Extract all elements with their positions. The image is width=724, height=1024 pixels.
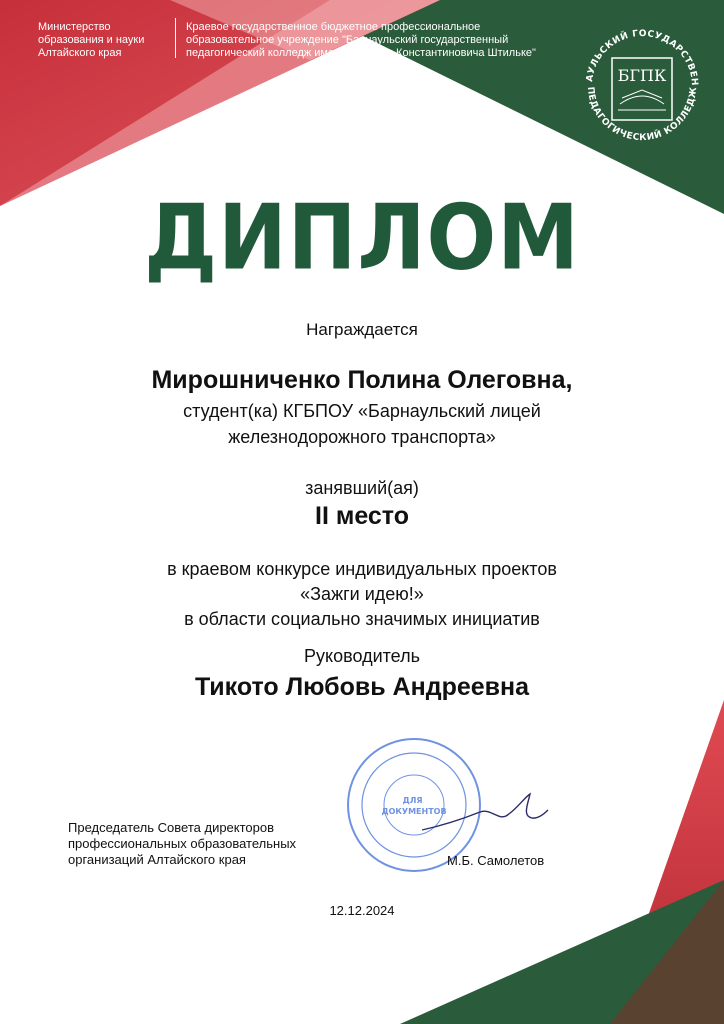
signature [420, 790, 550, 840]
mentor-name: Тикото Любовь Андреевна [194, 673, 530, 701]
recipient-info: студент(ка) КГБПОУ «Барнаульский лицей железнодорожного транспорта» [183, 401, 541, 447]
svg-text:ПЕДАГОГИЧЕСКИЙ КОЛЛЕДЖ: ПЕДАГОГИЧЕСКИЙ КОЛЛЕДЖ [584, 86, 700, 144]
chair-title: Председатель Совета директоров профессиональных образовательных организаций Алтайского края [68, 820, 297, 867]
issue-date: 12.12.2024 [329, 903, 395, 918]
signer-name: М.Б. Самолетов [447, 853, 545, 868]
diploma-title: ДИПЛОМ [144, 186, 580, 291]
recipient-name: Мирошниченко Полина Олеговна, [151, 366, 573, 394]
awarded-label: Награждается [306, 320, 418, 339]
mentor-label: Руководитель [304, 646, 420, 666]
institution-name: Краевое государственное бюджетное профессиональное образовательное учреждение "Барнаульский государственный педагогический колледж имени Василия Константиновича Штильке" [186, 21, 536, 59]
contest-description: в краевом конкурсе индивидуальных проектов «Зажги идею!» в области социально значимых инициатив [167, 559, 557, 629]
logo-abbr: БГПК [617, 66, 667, 85]
stamp-text: ДЛЯ ДОКУМЕНТОВ [381, 796, 447, 816]
place-awarded: II место [315, 502, 409, 530]
ministry-name: Министерство образования и науки Алтайского края [38, 21, 145, 59]
college-logo [574, 18, 710, 154]
header-divider [175, 18, 176, 58]
took-label: занявший(ая) [305, 478, 419, 498]
svg-text:БАРНАУЛЬСКИЙ ГОСУДАРСТВЕННЫЙ: АУЛЬСКИЙ ГОСУДАРСТВЕН [585, 28, 700, 87]
